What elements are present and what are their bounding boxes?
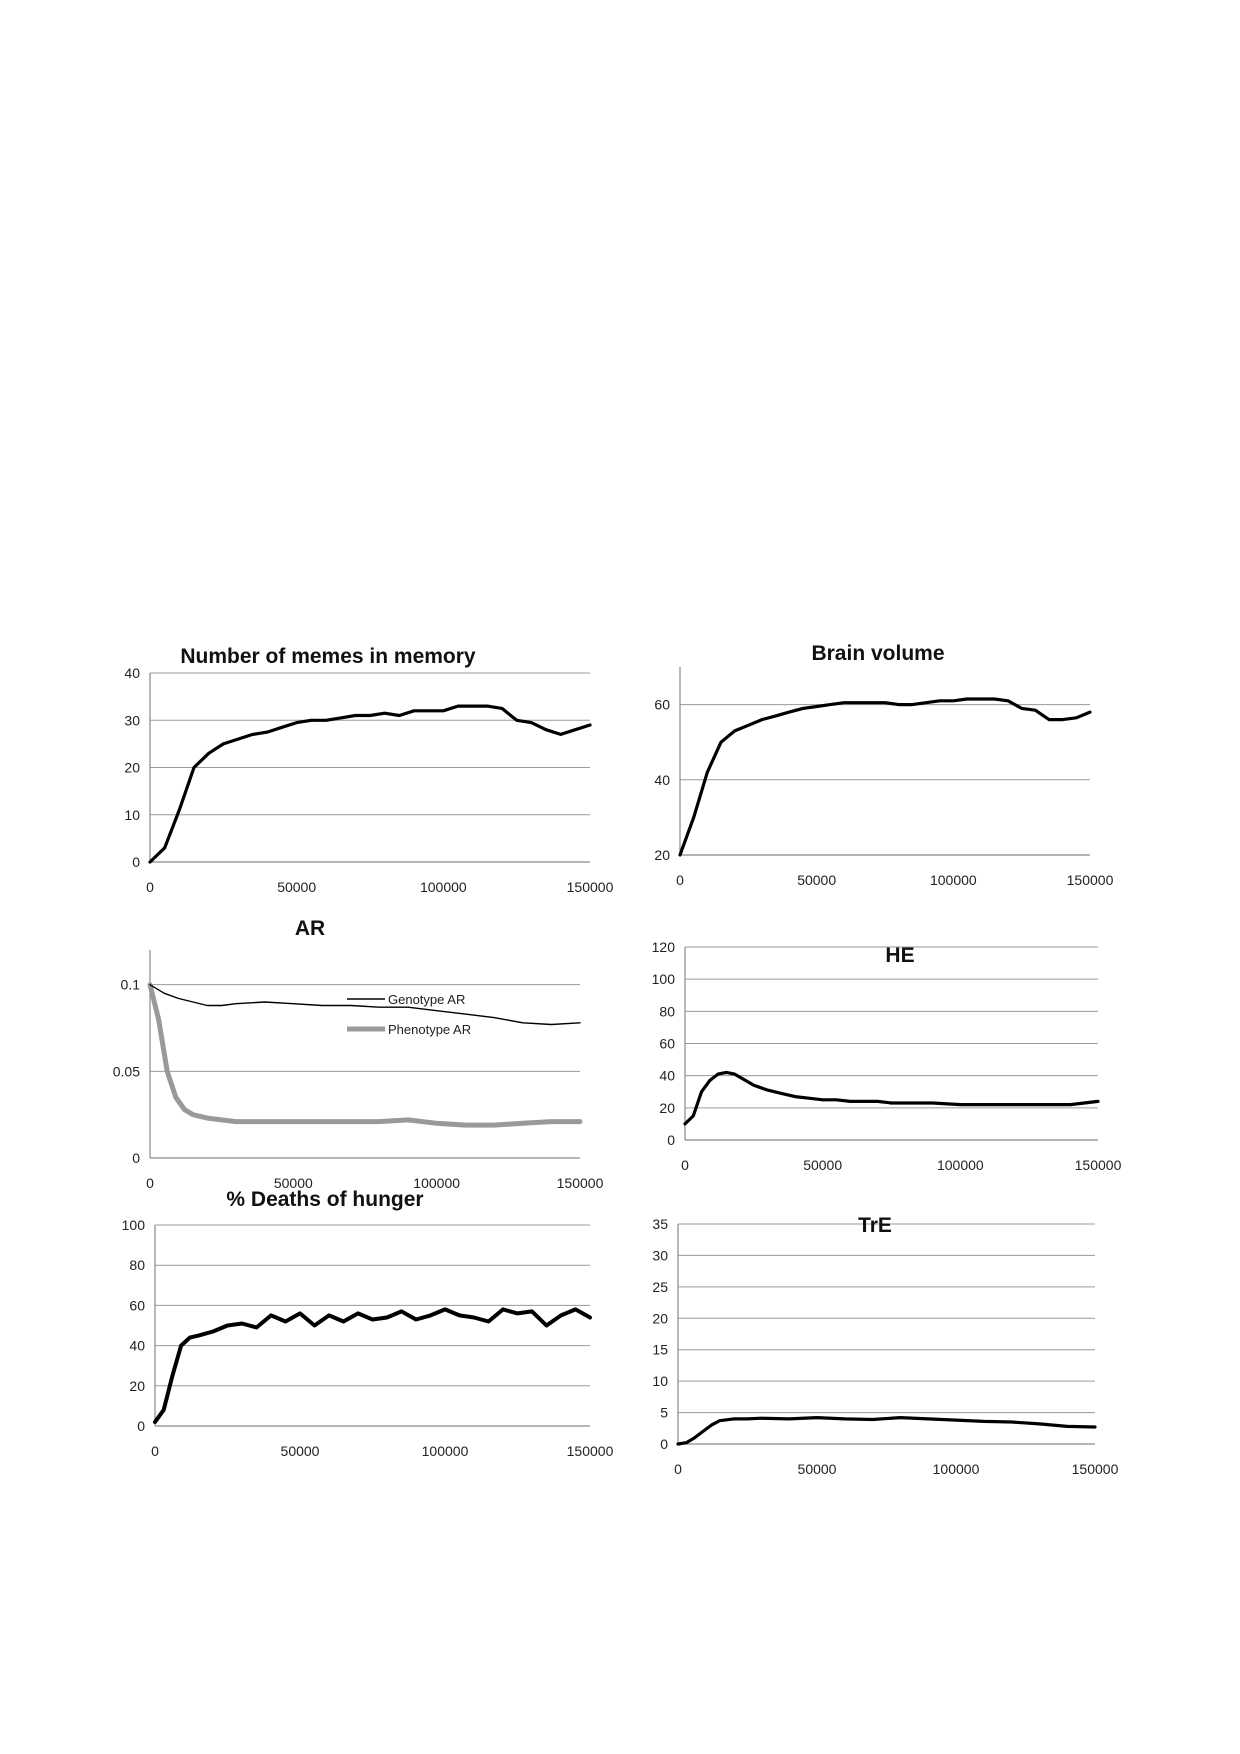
y-tick-label: 40 [654, 771, 670, 788]
x-tick-label: 50000 [273, 1175, 313, 1191]
chart-he [635, 925, 1140, 1185]
x-tick-label: 150000 [1071, 1461, 1119, 1477]
y-tick-label: 0 [132, 854, 140, 870]
y-tick-label: 30 [652, 1247, 668, 1264]
chart-tre [635, 1200, 1140, 1477]
y-tick-label: 20 [654, 847, 670, 863]
x-tick-label: 50000 [797, 1461, 837, 1477]
x-tick-label: 0 [146, 879, 154, 895]
series-line [678, 1418, 1095, 1444]
y-tick-label: 80 [659, 1003, 675, 1020]
chart-number-of-memes [110, 645, 630, 895]
y-tick-label: 15 [652, 1341, 668, 1358]
chart-title: TrE [858, 1214, 892, 1237]
y-tick-label: 20 [652, 1310, 668, 1327]
x-tick-label: 0 [674, 1461, 682, 1477]
x-tick-label: 150000 [1074, 1157, 1122, 1173]
chart-title: HE [885, 944, 915, 967]
x-tick-label: 100000 [413, 1175, 461, 1191]
y-tick-label: 0 [132, 1150, 140, 1166]
x-tick-label: 150000 [566, 879, 614, 895]
legend-label: Genotype AR [388, 992, 466, 1007]
x-tick-label: 100000 [932, 1461, 980, 1477]
chart-title: AR [294, 917, 326, 940]
y-tick-label: 40 [124, 665, 140, 681]
x-tick-label: 150000 [566, 1443, 614, 1459]
y-tick-label: 10 [652, 1373, 668, 1390]
y-tick-label: 10 [124, 806, 140, 823]
x-tick-label: 50000 [803, 1157, 843, 1173]
x-tick-label: 50000 [797, 872, 837, 888]
y-tick-label: 0 [667, 1132, 675, 1148]
y-tick-label: 20 [124, 759, 140, 776]
x-tick-label: 100000 [419, 879, 467, 895]
chart-svg [110, 645, 630, 895]
x-tick-label: 0 [146, 1175, 154, 1191]
chart-svg [635, 642, 1140, 900]
x-tick-label: 150000 [556, 1175, 604, 1191]
x-tick-label: 0 [681, 1157, 689, 1173]
chart-deaths-of-hunger [110, 1188, 630, 1459]
x-tick-label: 100000 [929, 872, 977, 888]
chart-svg [110, 915, 625, 1191]
y-tick-label: 20 [129, 1377, 145, 1394]
y-tick-label: 40 [129, 1337, 145, 1354]
x-tick-label: 50000 [277, 879, 317, 895]
x-tick-label: 50000 [280, 1443, 320, 1459]
y-tick-label: 35 [652, 1216, 668, 1232]
y-tick-label: 100 [651, 971, 675, 988]
chart-title: Brain volume [811, 642, 945, 665]
y-tick-label: 0.1 [120, 976, 140, 993]
legend-label: Phenotype AR [388, 1022, 472, 1037]
y-tick-label: 120 [651, 939, 675, 955]
chart-svg [110, 1188, 630, 1459]
y-tick-label: 60 [659, 1035, 675, 1052]
y-tick-label: 60 [654, 696, 670, 713]
series-line [150, 706, 590, 862]
x-tick-label: 0 [151, 1443, 159, 1459]
series-line [150, 985, 580, 1025]
chart-brain-volume [635, 642, 1140, 900]
chart-svg [635, 925, 1140, 1185]
y-tick-label: 0 [137, 1418, 145, 1434]
chart-title: Number of memes in memory [180, 645, 476, 668]
series-line [685, 1072, 1098, 1124]
y-tick-label: 80 [129, 1257, 145, 1274]
series-line [680, 699, 1090, 855]
chart-ar [110, 915, 625, 1191]
y-tick-label: 5 [660, 1404, 668, 1421]
x-tick-label: 100000 [936, 1157, 984, 1173]
series-line [155, 1309, 590, 1422]
y-tick-label: 0.05 [112, 1063, 140, 1080]
x-tick-label: 150000 [1066, 872, 1114, 888]
y-tick-label: 25 [652, 1278, 668, 1295]
y-tick-label: 100 [121, 1217, 145, 1233]
y-tick-label: 0 [660, 1436, 668, 1452]
y-tick-label: 60 [129, 1297, 145, 1314]
chart-title: % Deaths of hunger [226, 1188, 424, 1211]
y-tick-label: 20 [659, 1099, 675, 1116]
y-tick-label: 30 [124, 712, 140, 729]
chart-svg [635, 1200, 1140, 1477]
y-tick-label: 40 [659, 1067, 675, 1084]
x-tick-label: 0 [676, 872, 684, 888]
x-tick-label: 100000 [421, 1443, 469, 1459]
